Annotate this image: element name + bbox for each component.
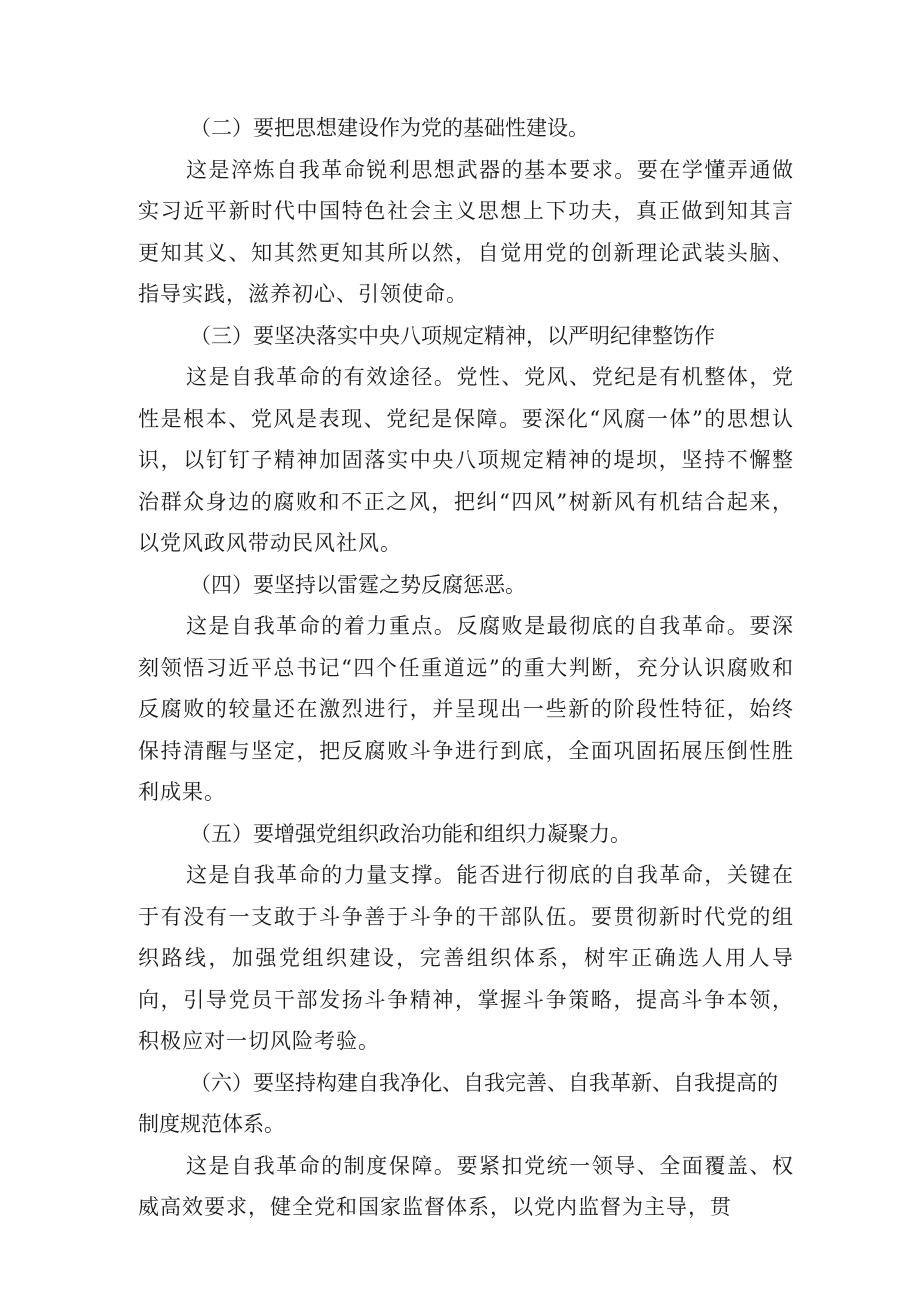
document-body: [138, 108, 794, 1229]
section-paragraph-5: 这是自我革命的力量支撑。能否进行彻底的自我革命，关键在于有没有一支敢于斗争善于斗争的干部队伍。要贯彻新时代党的组织路线，加强党组织建设，完善组织体系，树牢正确选人用人导向，引导党员干部发扬斗争精神，掌握斗争策略，提高斗争本领，积极应对一切风险考验。: [138, 863, 794, 1053]
section-heading-2: （二）要把思想建设作为党的基础性建设。: [190, 116, 589, 140]
section-paragraph-3: 这是自我革命的有效途径。党性、党风、党纪是有机整体，党性是根本、党风是表现、党纪是保障。要深化“风腐一体”的思想认识，以钉钉子精神加固落实中央八项规定精神的堤坝，坚持不懈整治群众身边的腐败和不正之风，把纠“四风”树新风有机结合起来，以党风政风带动民风社风。: [138, 365, 794, 555]
section-paragraph-2: 这是淬炼自我革命锐利思想武器的基本要求。要在学懂弄通做实习近平新时代中国特色社会主义思想上下功夫，真正做到知其言更知其义、知其然更知其所以然，自觉用党的创新理论武装头脑、指导实践，滋养初心、引领使命。: [138, 157, 794, 306]
section-heading-3: （三）要坚决落实中央八项规定精神，以严明纪律整饬作: [190, 323, 715, 348]
section-paragraph-4: 这是自我革命的着力重点。反腐败是最彻底的自我革命。要深刻领悟习近平总书记“四个任重道远”的重大判断，充分认识腐败和反腐败的较量还在激烈进行，并呈现出一些新的阶段性特征，始终保持清醒与坚定，把反腐败斗争进行到底，全面巩固拓展压倒性胜利成果。: [138, 614, 794, 804]
section-paragraph-6: 这是自我革命的制度保障。要紧扣党统一领导、全面覆盖、权威高效要求，健全党和国家监督体系，以党内监督为主导，贯: [138, 1153, 794, 1219]
section-heading-6: （六）要坚持构建自我净化、自我完善、自我革新、自我提高的制度规范体系。: [138, 1070, 778, 1136]
section-heading-4: （四）要坚持以雷霆之势反腐惩恶。: [190, 572, 526, 597]
section-heading-5: （五）要增强党组织政治功能和组织力凝聚力。: [190, 821, 631, 846]
